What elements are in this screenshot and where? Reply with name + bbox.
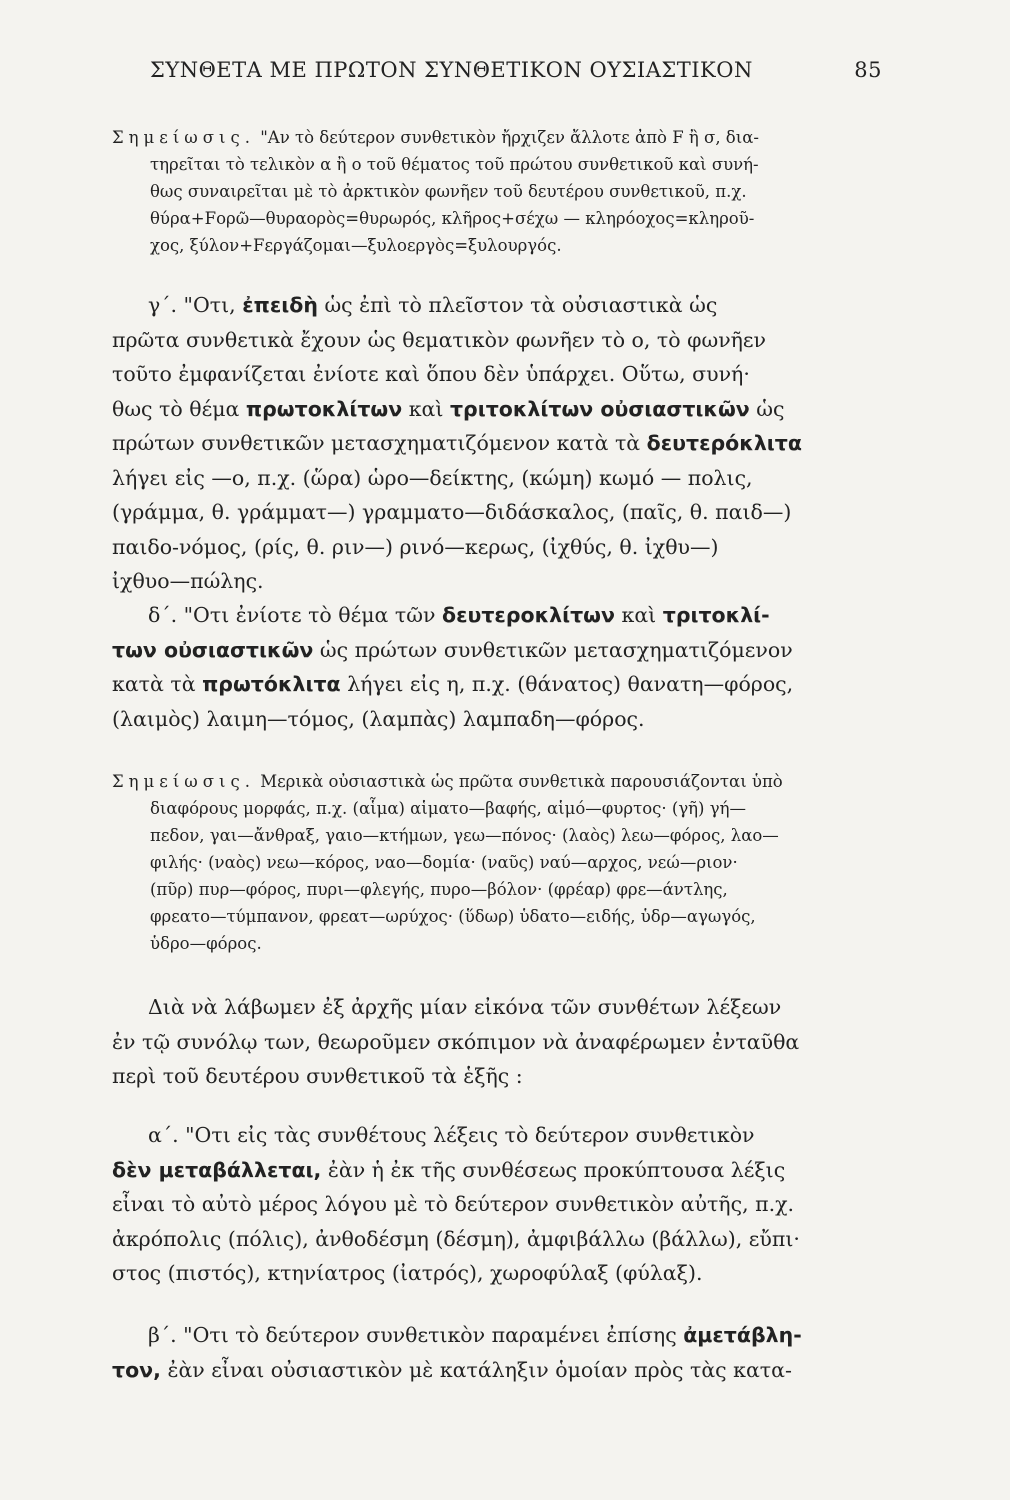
alpha-line-5: στος (πιστός), κτηνίατρος (ἰατρός), χωροφύλαξ (φύλαξ). bbox=[112, 1261, 703, 1285]
note-2-line-1: Σημείωσις. Μερικὰ οὐσιαστικὰ ὡς πρῶτα συνθετικὰ παρουσιάζονται ὑπὸ bbox=[112, 772, 783, 791]
note-2 bbox=[112, 768, 892, 957]
gamma-line-7: (γράμμα, θ. γράμματ—) γραμματο—διδάσκαλος, (παῖς, θ. παιδ—) bbox=[112, 500, 792, 524]
delta-line-2: των οὐσιαστικῶν ὡς πρώτων συνθετικῶν μετασχηματιζόμενον bbox=[112, 637, 793, 662]
note-1 bbox=[112, 124, 892, 259]
alpha-line-4: ἀκρόπολις (πόλις), ἀνθοδέσμη (δέσμη), ἀμφιβάλλω (βάλλω), εὔπι· bbox=[112, 1226, 800, 1251]
note-1-line-4: θύρα+Fορῶ—θυραορὸς=θυρωρός, κλῆρος+σέχω — κληρόοχος=κληροῦ- bbox=[150, 209, 755, 228]
header-title: ΣΥΝΘΕΤΑ ΜΕ ΠΡΩΤΟΝ ΣΥΝΘΕΤΙΚΟΝ ΟΥΣΙΑΣΤΙΚΟΝ bbox=[150, 58, 753, 82]
gamma-line-6: λήγει εἰς —ο, π.χ. (ὥρα) ὡρο—δείκτης, (κώμη) κωμό — πολις, bbox=[112, 465, 753, 490]
gamma-line-9: ἰχθυο—πώλης. bbox=[112, 569, 264, 593]
delta-line-1: δ΄. "Οτι ἐνίοτε τὸ θέμα τῶν δευτεροκλίτων καὶ τριτοκλί- bbox=[148, 603, 770, 627]
alpha-line-1: α΄. "Οτι εἰς τὰς συνθέτους λέξεις τὸ δεύτερον συνθετικὸν bbox=[148, 1123, 755, 1147]
gamma-line-8: παιδο-νόμος, (ρίς, θ. ριν—) ρινό—κερως, (ἰχθύς, θ. ἰχθυ—) bbox=[112, 534, 719, 559]
intro-line-3: περὶ τοῦ δευτέρου συνθετικοῦ τὰ ἑξῆς : bbox=[112, 1064, 523, 1088]
gamma-line-2: πρῶτα συνθετικὰ ἔχουν ὡς θεματικὸν φωνῆεν τὸ ο, τὸ φωνῆεν bbox=[112, 327, 767, 352]
running-header bbox=[150, 58, 890, 92]
page-number: 85 bbox=[854, 58, 882, 82]
delta-line-4: (λαιμὸς) λαιμη—τόμος, (λαμπὰς) λαμπαδη—φόρος. bbox=[112, 706, 645, 731]
note-2-line-2: διαφόρους μορφάς, π.χ. (αἷμα) αἱματο—βαφής, αἱμό—φυρτος· (γῆ) γή— bbox=[150, 799, 746, 818]
note-2-line-4: φιλής· (ναὸς) νεω—κόρος, ναο—δομία· (ναῦς) ναύ—αρχος, νεώ—ριον· bbox=[150, 853, 738, 872]
intro-line-1: Διὰ νὰ λάβωμεν ἐξ ἀρχῆς μίαν εἰκόνα τῶν συνθέτων λέξεων bbox=[148, 995, 782, 1019]
note-2-line-5: (πῦρ) πυρ—φόρος, πυρι—φλεγής, πυρο—βόλον· (φρέαρ) φρε—άντλης, bbox=[150, 880, 728, 899]
alpha-line-2: δὲν μεταβάλλεται, ἐὰν ἡ ἐκ τῆς συνθέσεως προκύπτουσα λέξις bbox=[112, 1157, 786, 1182]
note-1-line-1: Σημείωσις. "Αν τὸ δεύτερον συνθετικὸν ἤρχιζεν ἄλλοτε ἀπὸ F ἢ σ, δια- bbox=[112, 128, 759, 147]
note-1-label: Σημείωσις. bbox=[112, 128, 255, 147]
paragraph-delta bbox=[112, 598, 894, 736]
note-1-line-2: τηρεῖται τὸ τελικὸν α ἢ ο τοῦ θέματος τοῦ πρώτου συνθετικοῦ καὶ συνή- bbox=[150, 155, 759, 174]
gamma-line-1: γ΄. "Οτι, ἐπειδὴ ὡς ἐπὶ τὸ πλεῖστον τὰ οὐσιαστικὰ ὡς bbox=[148, 293, 718, 317]
beta-line-2: τον, ἐὰν εἶναι οὐσιαστικὸν μὲ κατάληξιν ὁμοίαν πρὸς τὰς κατα- bbox=[112, 1357, 792, 1382]
note-2-line-3: πεδον, γαι—ἄνθραξ, γαιο—κτήμων, γεω—πόνος· (λαὸς) λεω—φόρος, λαο— bbox=[150, 826, 779, 845]
beta-line-1: β΄. "Οτι τὸ δεύτερον συνθετικὸν παραμένει ἐπίσης ἀμετάβλη- bbox=[148, 1323, 802, 1347]
gamma-line-3: τοῦτο ἐμφανίζεται ἐνίοτε καὶ ὅπου δὲν ὑπάρχει. Οὕτω, συνή· bbox=[112, 362, 750, 386]
paragraph-intro bbox=[112, 990, 894, 1094]
gamma-line-4: θως τὸ θέμα πρωτοκλίτων καὶ τριτοκλίτων οὐσιαστικῶν ὡς bbox=[112, 396, 785, 421]
paragraph-beta bbox=[112, 1318, 894, 1387]
delta-line-3: κατὰ τὰ πρωτόκλιτα λήγει εἰς η, π.χ. (θάνατος) θανατη—φόρος, bbox=[112, 672, 794, 696]
note-2-label: Σημείωσις. bbox=[112, 772, 255, 791]
gamma-line-5: πρώτων συνθετικῶν μετασχηματιζόμενον κατὰ τὰ δευτερόκλιτα bbox=[112, 431, 802, 455]
note-2-line-6: φρεατο—τύμπανον, φρεατ—ωρύχος· (ὕδωρ) ὑδατο—ειδής, ὑδρ—αγωγός, bbox=[150, 907, 756, 926]
intro-line-2: ἐν τῷ συνόλῳ των, θεωροῦμεν σκόπιμον νὰ ἀναφέρωμεν ἐνταῦθα bbox=[112, 1029, 800, 1054]
note-1-line-5: χος, ξύλον+Fεργάζομαι—ξυλοεργὸς=ξυλουργός. bbox=[150, 236, 562, 255]
paragraph-gamma bbox=[112, 288, 894, 599]
note-1-line-3: θως συναιρεῖται μὲ τὸ ἀρκτικὸν φωνῆεν τοῦ δευτέρου συνθετικοῦ, π.χ. bbox=[150, 182, 747, 201]
paragraph-alpha bbox=[112, 1118, 894, 1291]
alpha-line-3: εἶναι τὸ αὐτὸ μέρος λόγου μὲ τὸ δεύτερον συνθετικὸν αὐτῆς, π.χ. bbox=[112, 1192, 795, 1216]
note-2-line-7: ὑδρο—φόρος. bbox=[150, 934, 262, 953]
